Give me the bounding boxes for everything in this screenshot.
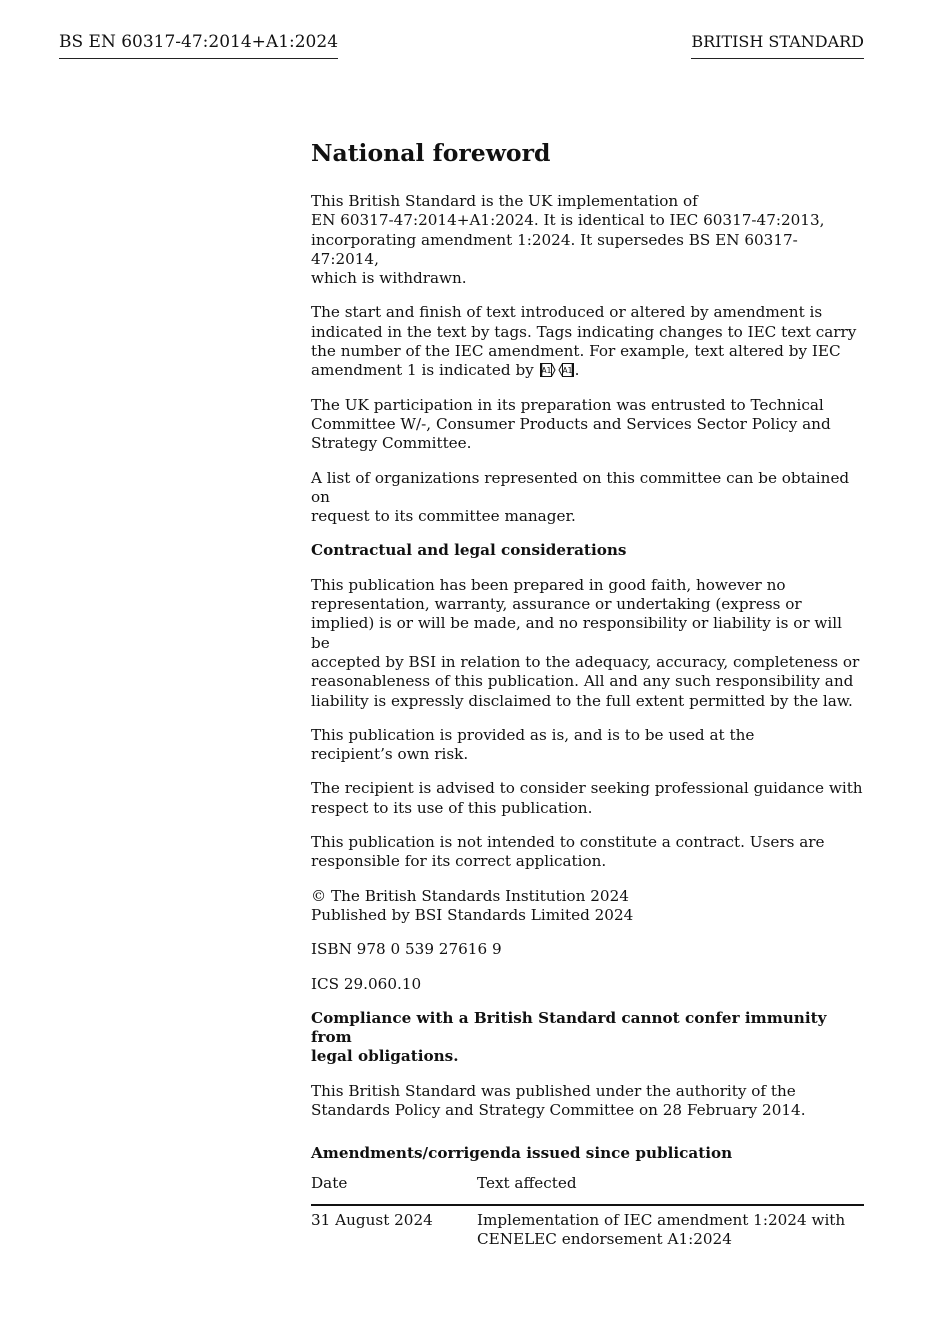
text-line: The start and finish of text introduced or altered by amendment is [311,303,823,322]
amendment-text-affected [477,1205,864,1250]
text-line: This publication has been prepared in good faith, however no [311,575,786,594]
text-line: © The British Standards Institution 2024 [311,886,629,905]
foreword-content [311,138,864,1249]
text-line: the number of the IEC amendment. For example, text altered by IEC [311,342,841,361]
text-line: legal obligations. [311,1047,459,1066]
amendments-heading: Amendments/corrigenda issued since publication [311,1144,733,1163]
compliance-statement [311,1009,864,1067]
ics-code: ICS 29.060.10 [311,974,422,993]
amendment-open-tag-icon [540,363,556,377]
paragraph-participation [311,396,864,454]
table-row [311,1205,864,1250]
text-line: recipient’s own risk. [311,745,469,764]
paragraph-organizations [311,469,864,527]
tag-open-label: A1 [541,366,552,376]
text-line: Published by BSI Standards Limited 2024 [311,905,634,924]
isbn: ISBN 978 0 539 27616 9 [311,940,502,959]
text-line: Committee W/-, Consumer Products and Services Sector Policy and [311,414,831,433]
column-header-text-affected: Text affected [477,1174,864,1205]
paragraph-guidance [311,779,864,818]
text-line: This publication is provided as is, and is to be used at the [311,725,755,744]
text-line: A list of organizations represented on this committee can be obtained on [311,468,850,506]
text-line: respect to its use of this publication. [311,798,593,817]
paragraph-as-is [311,726,864,765]
paragraph-not-contract [311,833,864,872]
table-header-row [311,1174,864,1205]
text-line: Strategy Committee. [311,434,472,453]
text-period: . [574,361,580,380]
paragraph-disclaimer [311,576,864,711]
column-header-date: Date [311,1174,477,1205]
text-line: This British Standard is the UK implementation of [311,192,698,210]
text-line: which is withdrawn. [311,269,467,288]
text-line: indicated in the text by tags. Tags indicating changes to IEC text carry [311,322,857,341]
text-line: representation, warranty, assurance or undertaking (express or [311,595,802,614]
text-line: This British Standard was published under the authority of the [311,1081,796,1100]
text-line: responsible for its correct application. [311,852,607,871]
legal-heading: Contractual and legal considerations [311,541,627,560]
header-doc-code: BS EN 60317-47:2014+A1:2024 [59,31,338,59]
tag-close-label: A1 [562,366,573,376]
header-doc-type: BRITISH STANDARD [691,31,864,59]
text-line: EN 60317-47:2014+A1:2024. It is identical to IEC 60317-47:2013, [311,211,825,230]
text-line: accepted by BSI in relation to the adequacy, accuracy, completeness or [311,652,860,671]
text-line-with-tags [311,361,864,380]
text-line: incorporating amendment 1:2024. It supersedes BS EN 60317-47:2014, [311,230,798,268]
paragraph-copyright [311,887,864,926]
amendments-table [311,1174,864,1250]
text-line: liability is expressly disclaimed to the full extent permitted by the law. [311,691,853,710]
text-line: request to its committee manager. [311,507,576,526]
page-title: National foreword [311,139,551,167]
amendment-close-tag-icon [558,363,574,377]
text-line: amendment 1 is indicated by [311,361,534,380]
paragraph-amendment-tags [311,303,864,380]
text-line: The recipient is advised to consider seeking professional guidance with [311,779,863,798]
text-line: Standards Policy and Strategy Committee on 28 February 2014. [311,1100,806,1119]
paragraph-authority [311,1082,864,1121]
text-line: Implementation of IEC amendment 1:2024 with [477,1210,846,1229]
text-line: The UK participation in its preparation was entrusted to Technical [311,395,824,414]
text-line: implied) is or will be made, and no responsibility or liability is or will be [311,614,842,652]
text-line: CENELEC endorsement A1:2024 [477,1230,732,1249]
text-line: reasonableness of this publication. All and any such responsibility and [311,672,854,691]
paragraph-implementation [311,192,864,288]
text-line: Compliance with a British Standard cannot confer immunity from [311,1008,827,1047]
amendment-date: 31 August 2024 [311,1210,433,1229]
text-line: This publication is not intended to constitute a contract. Users are [311,833,825,852]
